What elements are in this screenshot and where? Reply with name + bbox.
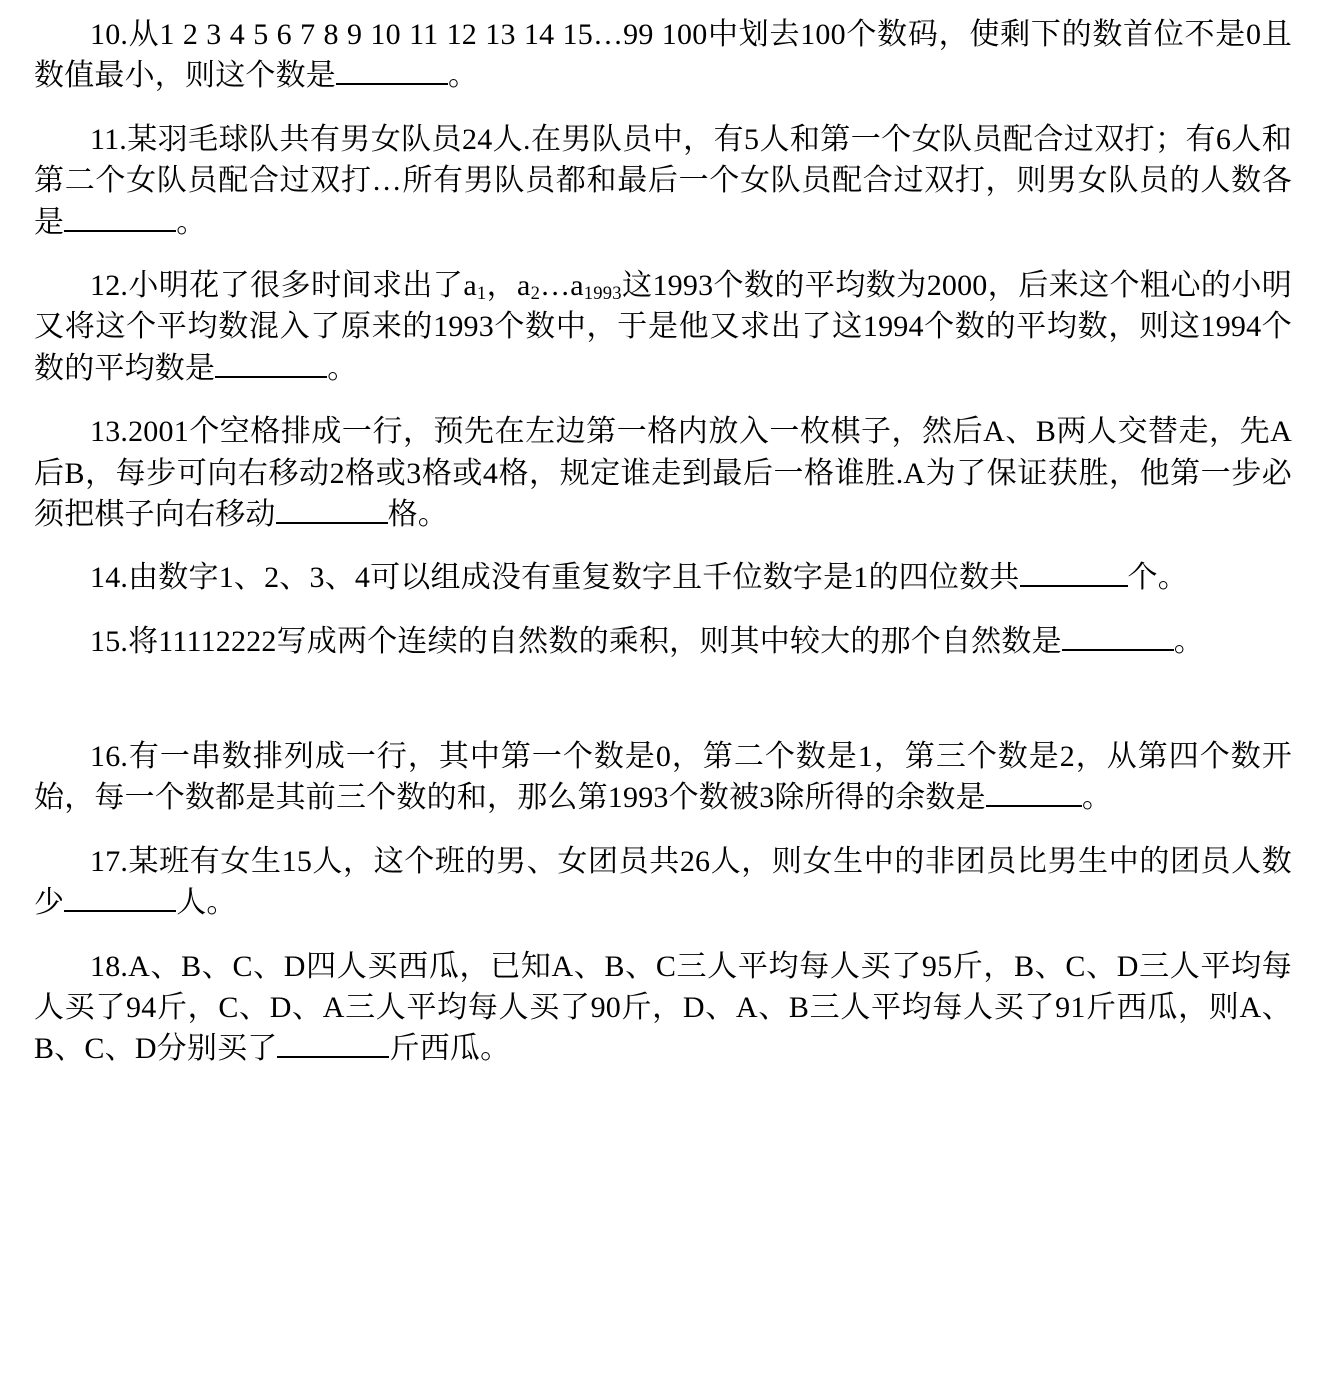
question-number: 16. [90,740,129,774]
question-text: 某羽毛球队共有男女队员24人.在男队员中，有5人和第一个女队员配合过双打；有6人和第二个女队员配合过双打…所有男队员都和最后一个女队员配合过双打，则男女队员的人数各是 [34,122,1292,239]
question-text: 某班有女生15人，这个班的男、女团员共26人，则女生中的非团员比男生中的团员人数少 [34,844,1292,920]
subscript-1: 1 [476,283,487,305]
question-12 [34,265,1292,389]
question-18 [34,946,1292,1070]
question-number: 13. [90,415,129,449]
question-number: 14. [90,561,129,595]
question-text-end: 。 [1173,624,1204,658]
question-text-2: ，a [486,268,531,302]
question-number: 15. [90,624,129,658]
question-10 [34,14,1292,97]
question-text-3: …a [540,268,584,302]
question-number: 11. [90,122,127,156]
subscript-3: 1993 [583,283,622,305]
answer-blank[interactable] [1062,649,1174,651]
answer-blank[interactable] [336,83,448,85]
answer-blank[interactable] [986,805,1082,807]
answer-blank[interactable] [276,522,388,524]
question-text: A、B、C、D四人买西瓜，已知A、B、C三人平均每人买了95斤，B、C、D三人平均每人买了94斤，C、D、A三人平均每人买了90斤，D、A、B三人平均每人买了91斤西瓜，则A、B、C、D分别买了 [34,949,1292,1066]
question-text-end: 斤西瓜。 [389,1032,511,1066]
question-number: 12. [90,268,129,302]
question-text: 由数字1、2、3、4可以组成没有重复数字且千位数字是1的四位数共 [128,561,1020,595]
question-number: 17. [90,844,129,878]
question-text: 小明花了很多时间求出了a [128,268,477,302]
question-13 [34,411,1292,535]
answer-blank[interactable] [64,910,176,912]
question-text-end: 。 [176,205,207,239]
question-text-end: 。 [1081,781,1113,815]
question-14 [34,557,1292,598]
question-text: 从1 2 3 4 5 6 7 8 9 10 11 12 13 14 15…99 100中划去100个数码，使剩下的数首位不是0且数值最小，则这个数是 [34,18,1292,93]
subscript-2: 2 [530,283,541,305]
question-11 [34,119,1292,243]
question-number: 18. [90,949,129,983]
question-15 [34,621,1292,662]
question-text-end: 人。 [176,886,237,920]
answer-blank[interactable] [215,376,327,378]
question-text-end: 格。 [387,497,449,531]
answer-blank[interactable] [277,1056,389,1058]
question-17 [34,841,1292,924]
question-text-end: 个。 [1127,561,1188,595]
question-text: 2001个空格排成一行，预先在左边第一格内放入一枚棋子，然后A、B两人交替走，先A后B，每步可向右移动2格或3格或4格，规定谁走到最后一格谁胜.A为了保证获胜，他第一步必须把棋子向右移动 [34,415,1292,531]
question-number: 10. [90,18,129,51]
answer-blank[interactable] [64,230,176,232]
question-text: 将11112222写成两个连续的自然数的乘积，则其中较大的那个自然数是 [128,624,1062,658]
question-16 [34,736,1292,819]
question-text-end: 。 [327,351,358,385]
question-text-end: 。 [448,59,479,93]
question-text: 有一串数排列成一行，其中第一个数是0，第二个数是1，第三个数是2，从第四个数开始，每一个数都是其前三个数的和，那么第1993个数被3除所得的余数是 [34,740,1292,815]
answer-blank[interactable] [1020,585,1128,587]
question-text-4: 这1993个数的平均数为2000，后来这个粗心的小明又将这个平均数混入了原来的1993个数中，于是他又求出了这1994个数的平均数，则这1994个数的平均数是 [34,268,1292,385]
